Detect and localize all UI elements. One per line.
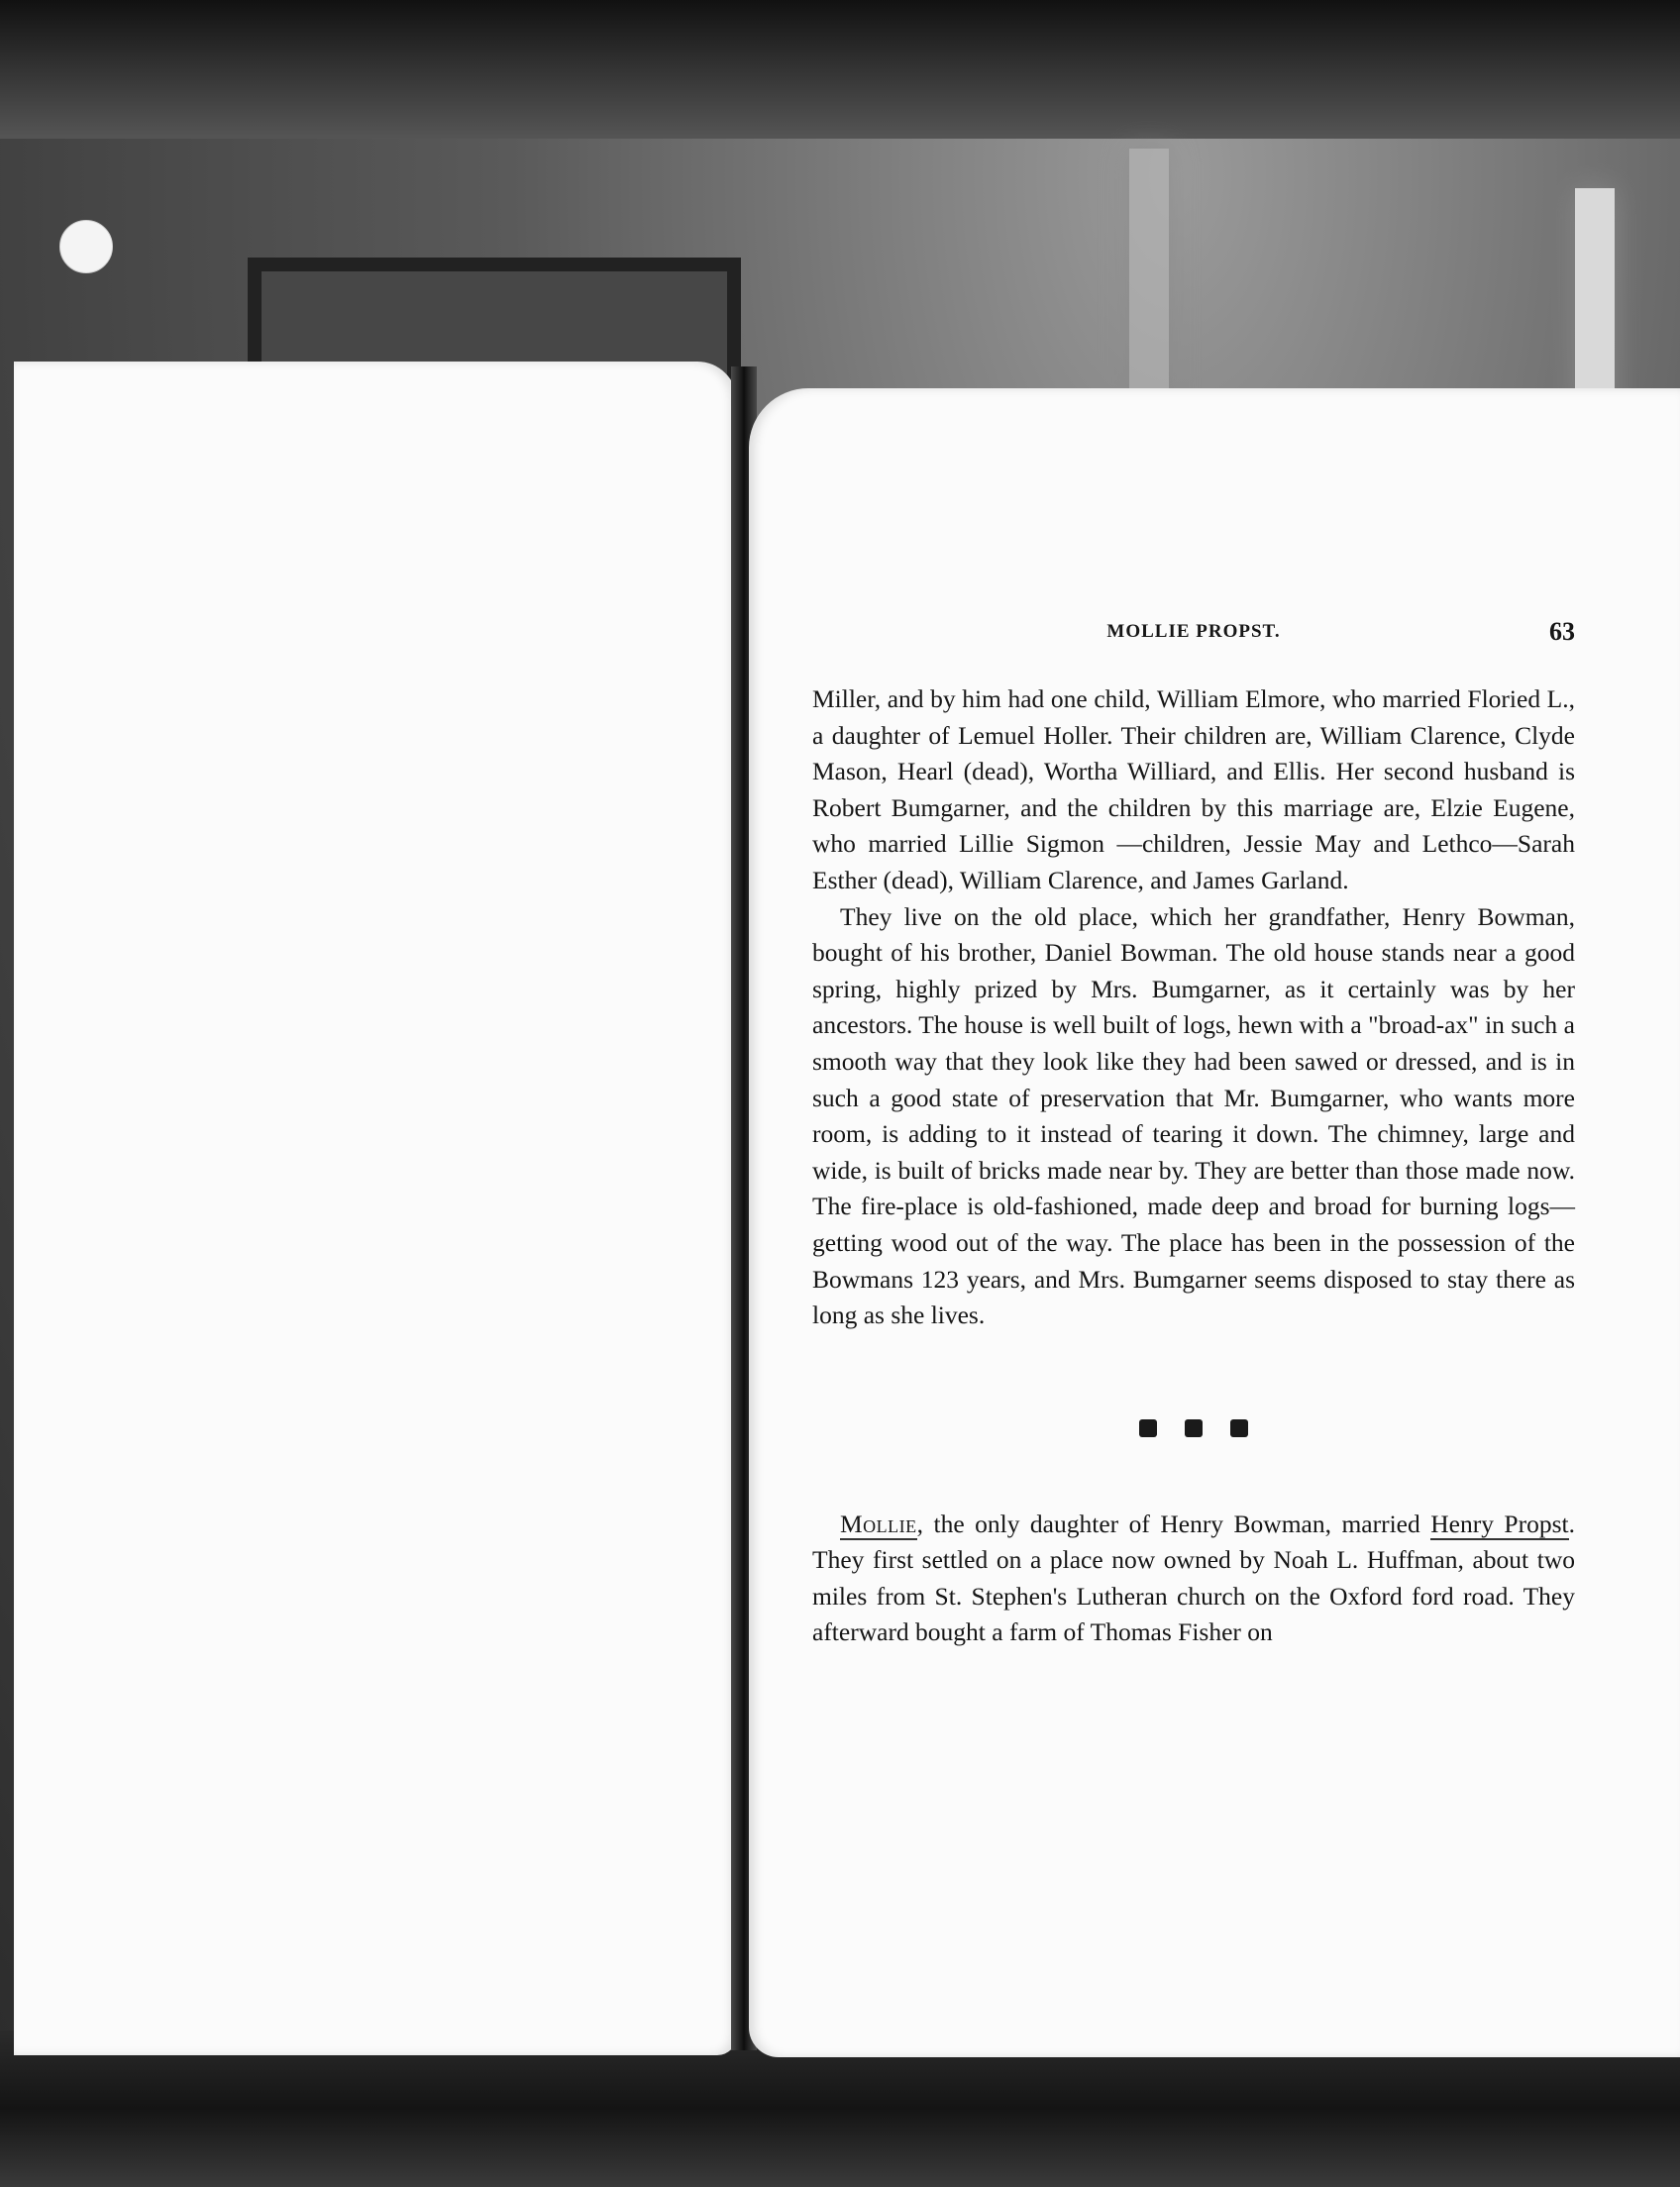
running-head — [812, 614, 1575, 654]
paragraph: Miller, and by him had one child, William Elmore, who married Floried L., a daughter of Lemuel Holler. Their children are, William Clarence, Clyde Mason, Hearl (dead), Wortha Williard, and Ellis. Her second husband is Robert Bumgarner, and the children by this marriage are, Elzie Eugene, who married Lillie Sigmon —children, Jessie May and Lethco—Sarah Esther (dead), William Clarence, and James Garland. — [812, 684, 1575, 894]
left-blank-page — [14, 362, 737, 2055]
dark-top-band — [0, 0, 1680, 139]
paragraph-text: . They first settled on a place now owned by Noah L. Huffman, about two miles from St. Stephen's Lutheran church on the Oxford ford road. They afterward bought a farm of Thomas Fisher on — [812, 1509, 1575, 1647]
ornament-square-icon — [1230, 1419, 1248, 1437]
page-number: 63 — [1549, 617, 1575, 646]
ornament-square-icon — [1139, 1419, 1157, 1437]
section-lead-name: Mollie — [840, 1509, 917, 1538]
paragraph-text: , the only daughter of Henry Bowman, married — [916, 1509, 1431, 1538]
paragraph: They live on the old place, which her grandfather, Henry Bowman, bought of his brother, Daniel Bowman. The old house stands near a good spring, highly prized by Mrs. Bumgarner, as it certainly was by her ancestors. The house is well built of logs, hewn with a "broad-ax" in such a smooth way that they look like they had been sawed or dressed, and is in such a good state of preservation that Mr. Bumgarner, who wants more room, is adding to it instead of tearing it down. The chimney, large and wide, is built of bricks made near by. They are better than those made now. The fire-place is old-fashioned, made deep and broad for burning logs—getting wood out of the way. The place has been in the possession of the Bowmans 123 years, and Mrs. Bumgarner seems disposed to stay there as long as she lives. — [812, 901, 1575, 1330]
binder-hole — [59, 220, 113, 273]
section-ornament — [812, 1411, 1575, 1435]
page-text-block — [812, 614, 1575, 1651]
underlined-name: Henry Propst — [1430, 1509, 1569, 1538]
background-post — [1129, 149, 1169, 406]
background-post — [1575, 188, 1615, 416]
ornament-square-icon — [1185, 1419, 1203, 1437]
paragraph — [812, 1507, 1575, 1651]
running-title: MOLLIE PROPST. — [1106, 621, 1281, 642]
